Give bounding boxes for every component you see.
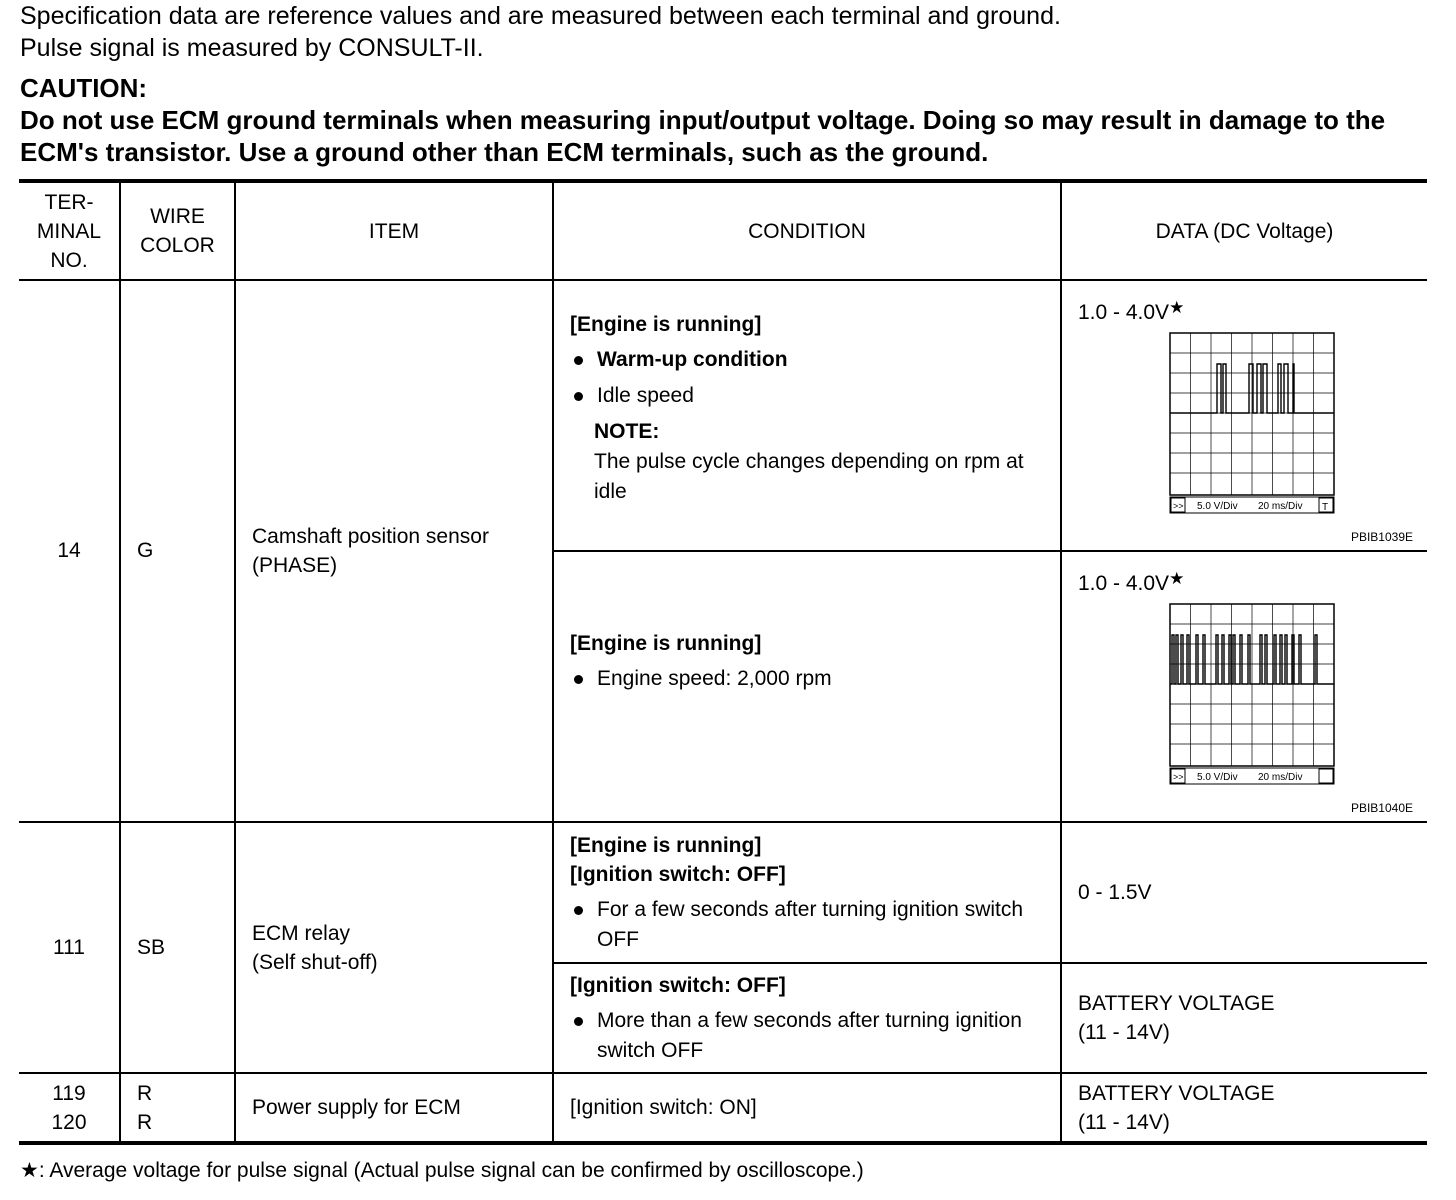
intro-line-1: Specification data are reference values and are measured between each terminal and ground. (20, 2, 1061, 30)
star-icon: ★ (20, 1159, 39, 1182)
scope-time-label: 20 ms/Div (1258, 500, 1303, 512)
terminal-no-cell: 119 120 (19, 1073, 120, 1143)
scope-time-label: 20 ms/Div (1258, 771, 1303, 783)
header-condition: CONDITION (553, 181, 1061, 280)
oscilloscope-waveform-idle (1169, 332, 1335, 514)
bullet-icon (574, 906, 583, 915)
table-row (19, 1073, 1427, 1143)
intro-text (20, 0, 1061, 64)
table-row (19, 280, 1427, 551)
wire-color-cell: G (120, 280, 235, 822)
list-item: Warm-up condition (570, 345, 1044, 375)
bullet-icon (574, 356, 583, 365)
terminal-no-cell: 111 (19, 822, 120, 1073)
condition-title: [Ignition switch: OFF] (570, 973, 786, 997)
scope-mode-label: T (1322, 501, 1329, 513)
condition-title: [Ignition switch: OFF] (570, 862, 786, 886)
data-value: 1.0 - 4.0V★ (1078, 297, 1185, 324)
wire-color-cell: R R (120, 1073, 235, 1143)
star-icon: ★ (1169, 568, 1185, 588)
list-item: Idle speed (570, 381, 1044, 411)
data-cell: BATTERY VOLTAGE (11 - 14V) (1061, 963, 1427, 1073)
header-wire-color: WIRE COLOR (120, 181, 235, 280)
item-cell: Camshaft position sensor (PHASE) (235, 280, 553, 822)
item-cell: Power supply for ECM (235, 1073, 553, 1143)
condition-cell (553, 822, 1061, 963)
list-item: For a few seconds after turning ignition switch OFF (570, 895, 1044, 955)
condition-cell (553, 551, 1061, 822)
scope-volts-label: 5.0 V/Div (1197, 771, 1238, 783)
terminal-no-cell: 14 (19, 280, 120, 822)
data-cell (1061, 280, 1427, 551)
header-terminal-no: TER- MINAL NO. (19, 181, 120, 280)
item-cell: ECM relay (Self shut-off) (235, 822, 553, 1073)
terminal-spec-table (19, 179, 1427, 1145)
svg-text:>>: >> (1173, 771, 1184, 782)
header-item: ITEM (235, 181, 553, 280)
star-icon: ★ (1169, 297, 1185, 317)
oscilloscope-waveform-2000rpm (1169, 603, 1335, 785)
list-item: Engine speed: 2,000 rpm (570, 664, 1044, 694)
data-value: 1.0 - 4.0V★ (1078, 568, 1185, 595)
header-data: DATA (DC Voltage) (1061, 181, 1427, 280)
table-header-row (19, 181, 1427, 280)
condition-title: [Engine is running] (570, 632, 762, 655)
figure-code: PBIB1039E (1350, 529, 1413, 544)
figure-code: PBIB1040E (1350, 800, 1413, 815)
bullet-icon (574, 1017, 583, 1026)
svg-text:>>: >> (1173, 500, 1184, 511)
data-cell (1061, 551, 1427, 822)
caution-text: Do not use ECM ground terminals when measuring input/output voltage. Doing so may result in damage to the ECM's transistor. Use a ground other than ECM terminals, such as the ground. (20, 105, 1386, 167)
note: NOTE: The pulse cycle changes depending on rpm at idle (594, 420, 1024, 503)
condition-cell: [Ignition switch: ON] (553, 1073, 1061, 1143)
condition-cell (553, 963, 1061, 1073)
data-cell: BATTERY VOLTAGE (11 - 14V) (1061, 1073, 1427, 1143)
list-item: More than a few seconds after turning ignition switch OFF (570, 1006, 1044, 1066)
footnote: ★: Average voltage for pulse signal (Actual pulse signal can be confirmed by oscilloscope.) (20, 1159, 864, 1182)
scope-volts-label: 5.0 V/Div (1197, 500, 1238, 512)
intro-line-2: Pulse signal is measured by CONSULT-II. (20, 34, 484, 62)
caution-title: CAUTION: (20, 73, 148, 103)
data-cell: 0 - 1.5V (1061, 822, 1427, 963)
condition-title: [Engine is running] (570, 833, 762, 857)
condition-cell (553, 280, 1061, 551)
condition-title: [Engine is running] (570, 313, 762, 336)
bullet-icon (574, 392, 583, 401)
wire-color-cell: SB (120, 822, 235, 1073)
table-row (19, 822, 1427, 963)
bullet-icon (574, 675, 583, 684)
